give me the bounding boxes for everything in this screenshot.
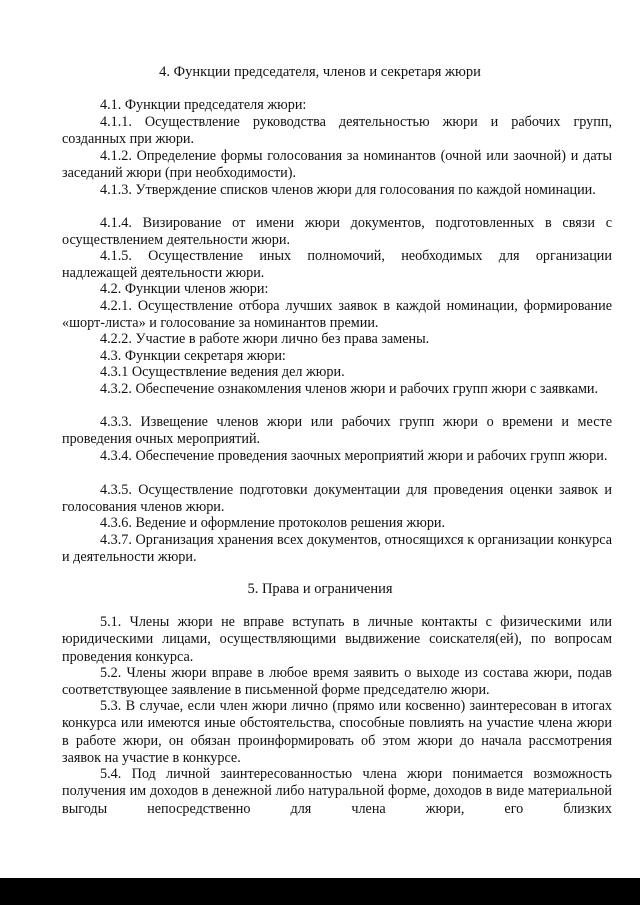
paragraph-4-1-3: 4.1.3. Утверждение списков членов жюри для голосования по каждой номинации. xyxy=(100,182,596,198)
section-5-title: 5. Права и ограничения xyxy=(247,581,393,597)
paragraph-4-3-6: 4.3.6. Ведение и оформление протоколов решения жюри. xyxy=(100,515,446,531)
paragraph-5-1: 5.1. Члены жюри не вправе вступать в личные контакты с физическими или юридическими лицами, осуществляющими выдвижение соискателя(ей), по вопросам проведения конкурса. xyxy=(62,614,612,665)
paragraph-5-4: 5.4. Под личной заинтересованностью члена жюри понимается возможность получения им доходов в денежной либо натуральной форме, доходов в виде материальной выгоды непосредственно для члена жюри, его близких xyxy=(62,766,612,817)
paragraph-4-3-5: 4.3.5. Осуществление подготовки документации для проведения оценки заявок и голосования членов жюри. xyxy=(62,482,612,516)
paragraph-4-1-4: 4.1.4. Визирование от имени жюри документов, подготовленных в связи с осуществлением деятельности жюри. xyxy=(62,215,612,249)
paragraph-4-2-1: 4.2.1. Осуществление отбора лучших заявок в каждой номинации, формирование «шорт-листа» и голосование за номинантов премии. xyxy=(62,298,612,332)
paragraph-4-3-7: 4.3.7. Организация хранения всех документов, относящихся к организации конкурса и деятельности жюри. xyxy=(62,532,612,566)
paragraph-4-1-2: 4.1.2. Определение формы голосования за номинантов (очной или заочной) и даты заседаний жюри (при необходимости). xyxy=(62,148,612,182)
paragraph-4-1-1: 4.1.1. Осуществление руководства деятельностью жюри и рабочих групп, созданных при жюри. xyxy=(62,114,612,148)
paragraph-5-2: 5.2. Члены жюри вправе в любое время заявить о выходе из состава жюри, подав соответствующее заявление в письменной форме председателю жюри. xyxy=(62,665,612,699)
paragraph-4-3-4: 4.3.4. Обеспечение проведения заочных мероприятий жюри и рабочих групп жюри. xyxy=(100,448,608,464)
paragraph-4-1: 4.1. Функции председателя жюри: xyxy=(100,97,307,113)
section-4-title: 4. Функции председателя, членов и секретаря жюри xyxy=(159,64,481,80)
paragraph-4-3-2: 4.3.2. Обеспечение ознакомления членов жюри и рабочих групп жюри с заявками. xyxy=(100,381,599,397)
paragraph-4-3-3: 4.3.3. Извещение членов жюри или рабочих групп жюри о времени и месте проведения очных мероприятий. xyxy=(62,414,612,448)
scan-bottom-border xyxy=(0,878,640,905)
paragraph-4-3: 4.3. Функции секретаря жюри: xyxy=(100,348,286,364)
paragraph-4-1-5: 4.1.5. Осуществление иных полномочий, необходимых для организации надлежащей деятельности жюри. xyxy=(62,248,612,282)
paragraph-4-3-1: 4.3.1 Осуществление ведения дел жюри. xyxy=(100,364,345,380)
paragraph-5-3: 5.3. В случае, если член жюри лично (прямо или косвенно) заинтересован в итогах конкурса или имеются иные обстоятельства, способные повлиять на участие члена жюри в работе жюри, он обязан проинформировать об этом жюри до начала рассмотрения заявок на участие в конкурсе. xyxy=(62,698,612,766)
paragraph-4-2: 4.2. Функции членов жюри: xyxy=(100,281,269,297)
paragraph-4-2-2: 4.2.2. Участие в работе жюри лично без права замены. xyxy=(100,331,430,347)
